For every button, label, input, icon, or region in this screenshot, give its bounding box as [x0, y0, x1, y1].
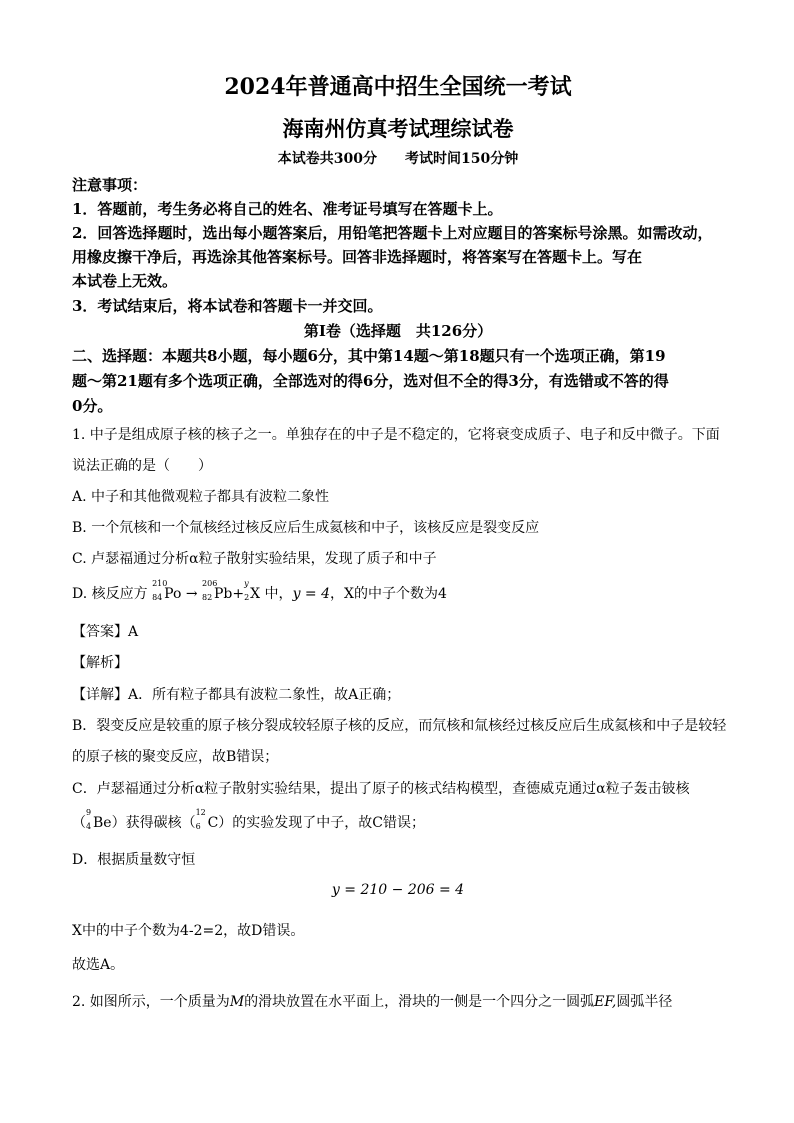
- section-intro-line1: 二、选择题：本题共8小题，每小题6分，其中第14题～第18题只有一个选项正确，第19: [72, 347, 666, 365]
- q2-stem: [72, 991, 724, 1011]
- notice-item-1: 1．答题前，考生务必将自己的姓名、准考证号填写在答题卡上。: [72, 200, 503, 218]
- q1-option-b: B. 一个氘核和一个氚核经过核反应后生成氦核和中子，该核反应是裂变反应: [72, 520, 540, 536]
- pb-atomic-number: 82: [202, 593, 213, 602]
- detail-c2-mid: ）获得碳核（: [111, 815, 196, 831]
- polonium-nuclide: [152, 579, 182, 602]
- detail-c2-end: ）的实验发现了中子，故C错误；: [218, 815, 426, 831]
- reaction-arrow: →: [185, 586, 198, 602]
- q2-prefix: 2. 如图所示，一个质量为: [72, 994, 230, 1010]
- q1-stem-line1: 1. 中子是组成原子核的核子之一。单独存在的中子是不稳定的，它将衰变成质子、电子和反中微子。下面: [72, 427, 720, 443]
- pb-mass-number: 206: [202, 579, 218, 588]
- q1-detail-b-line2: 的原子核的聚变反应，故B错误；: [72, 749, 279, 765]
- option-d-mid: 中，: [260, 586, 293, 602]
- x-nuclide: [244, 579, 261, 602]
- beryllium-nuclide: [86, 808, 112, 831]
- carbon-nuclide: [195, 808, 219, 831]
- exam-subtitle: 海南州仿真考试理综试卷: [282, 116, 514, 141]
- lead-nuclide: [202, 579, 233, 602]
- open-paren: （: [72, 815, 86, 831]
- po-symbol: Po: [164, 586, 182, 602]
- total-score: 本试卷共300分: [277, 151, 377, 167]
- q2-mid: 的滑块放置在水平面上，滑块的一侧是一个四分之一圆弧: [244, 994, 595, 1010]
- exam-title: 2024年普通高中招生全国统一考试: [224, 74, 572, 100]
- notice-item-3: 3．考试结束后，将本试卷和答题卡一并交回。: [72, 297, 383, 315]
- notice-heading: 注意事项：: [72, 176, 148, 194]
- be-symbol: Be: [93, 815, 112, 831]
- q1-detail-d: D．根据质量数守恒: [72, 852, 196, 868]
- section-intro-line2: 题～第21题有多个选项正确，全部选对的得6分，选对但不全的得3分，有选错或不答的得: [72, 372, 669, 390]
- q1-detail-c-line2: [72, 808, 724, 832]
- be-atomic-number: 4: [86, 822, 92, 831]
- q1-equation: y = 210 − 206 = 4: [331, 882, 465, 898]
- c-atomic-number: 6: [195, 822, 201, 831]
- section-intro-line3: 0分。: [72, 397, 113, 415]
- notice-item-2-line1: 2．回答选择题时，选出每小题答案后，用铅笔把答题卡上对应题目的答案标号涂黑。如需改动，: [72, 224, 713, 242]
- option-d-prefix: D. 核反应方: [72, 586, 148, 602]
- q2-arc-label: EF,: [594, 994, 617, 1010]
- x-mass-number: y: [244, 579, 249, 588]
- exam-duration: 考试时间150分钟: [405, 151, 519, 167]
- notice-item-2-line3: 本试卷上无效。: [72, 272, 178, 290]
- q1-detail-a: 【详解】A．所有粒子都具有波粒二象性，故A正确；: [72, 687, 401, 703]
- q1-analysis-label: 【解析】: [72, 655, 128, 671]
- section-title: 第Ⅰ卷（选择题 共126分）: [303, 322, 493, 340]
- q1-option-d: [72, 579, 724, 603]
- x-symbol: X: [250, 586, 261, 602]
- notice-item-2-line2: 用橡皮擦干净后，再选涂其他答案标号。回答非选择题时，将答案写在答题卡上。写在: [72, 248, 643, 266]
- po-mass-number: 210: [152, 579, 168, 588]
- q1-stem-line2: 说法正确的是（ ）: [72, 458, 212, 474]
- q1-detail-b-line1: B．裂变反应是较重的原子核分裂成较轻原子核的反应，而氘核和氚核经过核反应后生成氦核和中子是较轻: [72, 718, 727, 734]
- y-equals-4: y = 4: [292, 586, 331, 602]
- pb-symbol: Pb: [214, 586, 233, 602]
- po-atomic-number: 84: [152, 593, 163, 602]
- exam-meta: [72, 148, 724, 168]
- q1-option-c: C. 卢瑟福通过分析α粒子散射实验结果，发现了质子和中子: [72, 551, 437, 567]
- q1-option-a: A. 中子和其他微观粒子都具有波粒二象性: [72, 489, 330, 505]
- plus-sign: +: [232, 586, 245, 602]
- x-atomic-number: 2: [244, 593, 250, 602]
- option-d-suffix: ，X的中子个数为4: [330, 586, 447, 602]
- c-symbol: C: [207, 815, 219, 831]
- q1-conclusion-d: X中的中子个数为4-2=2，故D错误。: [72, 923, 305, 939]
- q1-answer: 【答案】A: [72, 624, 139, 640]
- c-mass-number: 12: [195, 808, 206, 817]
- q1-detail-c-line1: C．卢瑟福通过分析α粒子散射实验结果，提出了原子的核式结构模型，查德威克通过α粒子轰击铍核: [72, 781, 690, 797]
- q2-mass-symbol: M: [229, 994, 245, 1010]
- be-mass-number: 9: [86, 808, 92, 817]
- q2-suffix: 圆弧半径: [616, 994, 673, 1010]
- q1-final-answer: 故选A。: [72, 957, 125, 973]
